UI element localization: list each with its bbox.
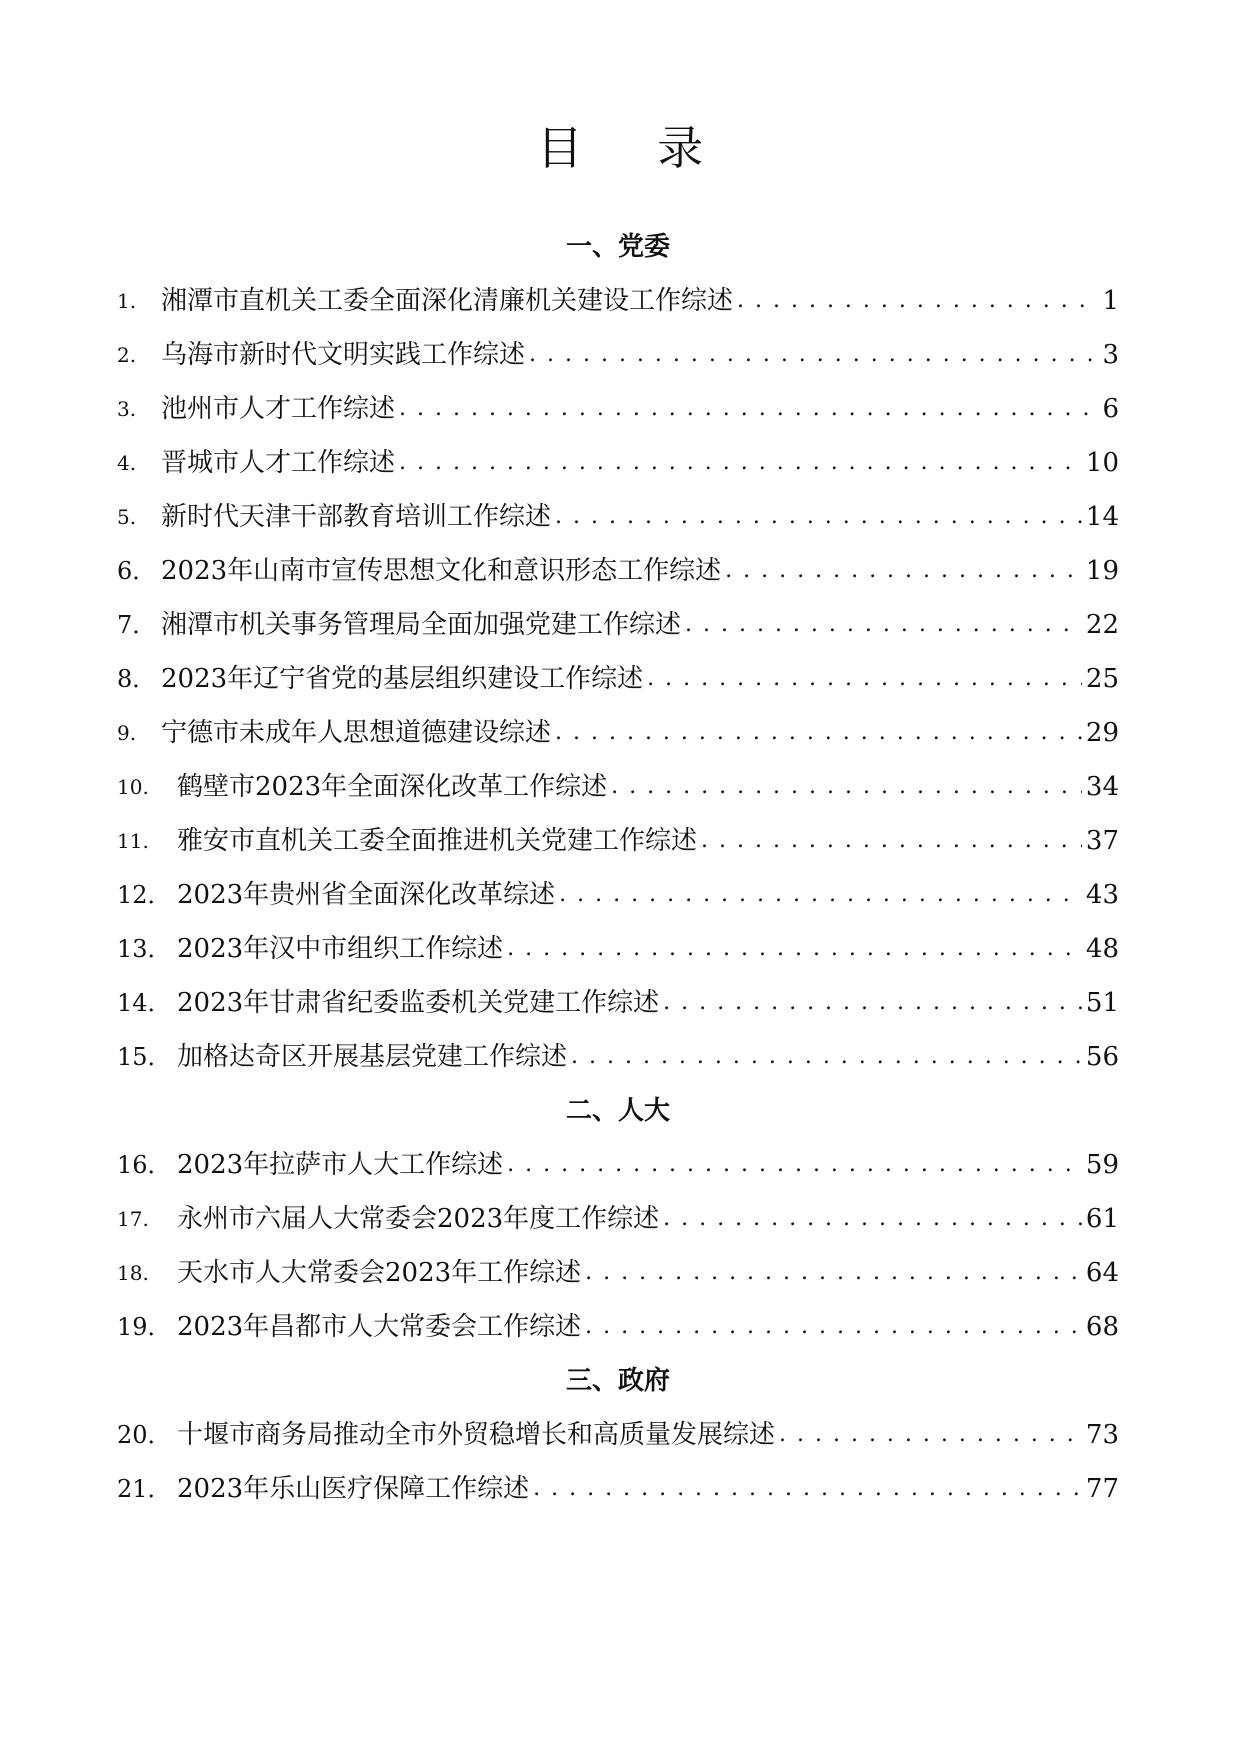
entry-number: 11.	[117, 829, 149, 853]
entry-title: 天水市人大常委会2023年工作综述	[177, 1258, 582, 1288]
entry-page-number: 19	[1085, 556, 1119, 586]
entry-number: 4.	[117, 451, 137, 475]
entry-page-number: 29	[1085, 718, 1119, 748]
entry-title: 湘潭市直机关工委全面深化清廉机关建设工作综述	[161, 286, 734, 316]
entry-page-number: 68	[1085, 1312, 1119, 1342]
entry-number: 6．	[117, 557, 157, 585]
entry-title: 湘潭市机关事务管理局全面加强党建工作综述	[161, 610, 682, 640]
entry-page-number: 6	[1102, 394, 1119, 424]
dot-leader	[533, 1462, 1082, 1516]
page-title: 目 录	[536, 121, 734, 175]
entry-page-number: 64	[1085, 1258, 1119, 1288]
dot-leader	[399, 436, 1082, 490]
entry-title: 2023年甘肃省纪委监委机关党建工作综述	[177, 988, 660, 1018]
entry-title: 2023年辽宁省党的基层组织建设工作综述	[161, 664, 644, 694]
entry-number: 14．	[117, 989, 172, 1017]
dot-leader	[529, 328, 1098, 382]
entry-number: 3.	[117, 397, 137, 421]
entry-number: 21．	[117, 1475, 172, 1503]
entry-title: 永州市六届人大常委会2023年度工作综述	[177, 1204, 660, 1234]
table-of-contents	[117, 220, 1119, 1516]
entry-page-number: 77	[1085, 1474, 1119, 1504]
entry-title: 加格达奇区开展基层党建工作综述	[177, 1042, 568, 1072]
section-heading: 三、政府	[565, 1366, 670, 1396]
entry-number: 7．	[117, 611, 157, 639]
entry-title: 2023年昌都市人大常委会工作综述	[177, 1312, 582, 1342]
dot-leader	[399, 382, 1098, 436]
toc-entry[interactable]	[117, 976, 1119, 1030]
entry-number: 9.	[117, 721, 137, 745]
dot-leader	[507, 922, 1082, 976]
toc-entry[interactable]	[117, 814, 1119, 868]
dot-leader	[585, 1300, 1082, 1354]
toc-entry[interactable]	[117, 382, 1119, 436]
toc-entry[interactable]	[117, 922, 1119, 976]
entry-number: 19．	[117, 1313, 172, 1341]
entry-page-number: 43	[1085, 880, 1119, 910]
toc-entry[interactable]	[117, 490, 1119, 544]
entry-title: 2023年山南市宣传思想文化和意识形态工作综述	[161, 556, 722, 586]
dot-leader	[663, 976, 1082, 1030]
dot-leader	[663, 1192, 1082, 1246]
entry-page-number: 10	[1085, 448, 1119, 478]
toc-entry[interactable]	[117, 328, 1119, 382]
entry-number: 20．	[117, 1421, 172, 1449]
entry-number: 17.	[117, 1207, 149, 1231]
dot-leader	[725, 544, 1082, 598]
entry-number: 5.	[117, 505, 137, 529]
entry-page-number: 48	[1085, 934, 1119, 964]
entry-page-number: 34	[1085, 772, 1119, 802]
toc-entry[interactable]	[117, 706, 1119, 760]
entry-page-number: 3	[1102, 340, 1119, 370]
section-heading: 一、党委	[565, 232, 670, 262]
entry-page-number: 37	[1085, 826, 1119, 856]
entry-page-number: 25	[1085, 664, 1119, 694]
dot-leader	[701, 814, 1082, 868]
entry-page-number: 59	[1085, 1150, 1119, 1180]
toc-entry[interactable]	[117, 868, 1119, 922]
entry-number: 1.	[117, 289, 137, 313]
entry-number: 18.	[117, 1261, 149, 1285]
entry-page-number: 56	[1085, 1042, 1119, 1072]
entry-number: 16．	[117, 1151, 172, 1179]
entry-title: 2023年乐山医疗保障工作综述	[177, 1474, 530, 1504]
entry-title: 雅安市直机关工委全面推进机关党建工作综述	[177, 826, 698, 856]
section-heading: 二、人大	[565, 1096, 670, 1126]
toc-entry[interactable]	[117, 1462, 1119, 1516]
entry-title: 宁德市未成年人思想道德建设综述	[161, 718, 552, 748]
entry-title: 新时代天津干部教育培训工作综述	[161, 502, 552, 532]
toc-entry[interactable]	[117, 1300, 1119, 1354]
toc-entry[interactable]	[117, 1246, 1119, 1300]
entry-title: 2023年贵州省全面深化改革综述	[177, 880, 556, 910]
entry-number: 15．	[117, 1043, 172, 1071]
dot-leader	[585, 1246, 1082, 1300]
toc-entry[interactable]	[117, 544, 1119, 598]
entry-title: 2023年拉萨市人大工作综述	[177, 1150, 504, 1180]
entry-page-number: 73	[1085, 1420, 1119, 1450]
dot-leader	[779, 1408, 1082, 1462]
dot-leader	[555, 490, 1082, 544]
entry-title: 池州市人才工作综述	[161, 394, 396, 424]
toc-entry[interactable]	[117, 1030, 1119, 1084]
entry-title: 十堰市商务局推动全市外贸稳增长和高质量发展综述	[177, 1420, 776, 1450]
toc-entry[interactable]	[117, 274, 1119, 328]
entry-page-number: 61	[1085, 1204, 1119, 1234]
dot-leader	[571, 1030, 1082, 1084]
toc-entry[interactable]	[117, 1408, 1119, 1462]
dot-leader	[685, 598, 1082, 652]
entry-number: 2.	[117, 343, 137, 367]
dot-leader	[737, 274, 1098, 328]
dot-leader	[555, 706, 1082, 760]
dot-leader	[611, 760, 1082, 814]
entry-number: 8．	[117, 665, 157, 693]
toc-entry[interactable]	[117, 436, 1119, 490]
entry-title: 2023年汉中市组织工作综述	[177, 934, 504, 964]
entry-page-number: 51	[1085, 988, 1119, 1018]
dot-leader	[647, 652, 1082, 706]
dot-leader	[507, 1138, 1082, 1192]
toc-entry[interactable]	[117, 1192, 1119, 1246]
toc-entry[interactable]	[117, 598, 1119, 652]
entry-title: 乌海市新时代文明实践工作综述	[161, 340, 526, 370]
entry-number: 10.	[117, 775, 149, 799]
toc-entry[interactable]	[117, 652, 1119, 706]
entry-page-number: 22	[1085, 610, 1119, 640]
entry-page-number: 14	[1085, 502, 1119, 532]
entry-number: 12．	[117, 881, 172, 909]
toc-entry[interactable]	[117, 760, 1119, 814]
dot-leader	[559, 868, 1082, 922]
entry-title: 鹤壁市2023年全面深化改革工作综述	[177, 772, 608, 802]
entry-page-number: 1	[1102, 286, 1119, 316]
toc-entry[interactable]	[117, 1138, 1119, 1192]
entry-title: 晋城市人才工作综述	[161, 448, 396, 478]
entry-number: 13．	[117, 935, 172, 963]
